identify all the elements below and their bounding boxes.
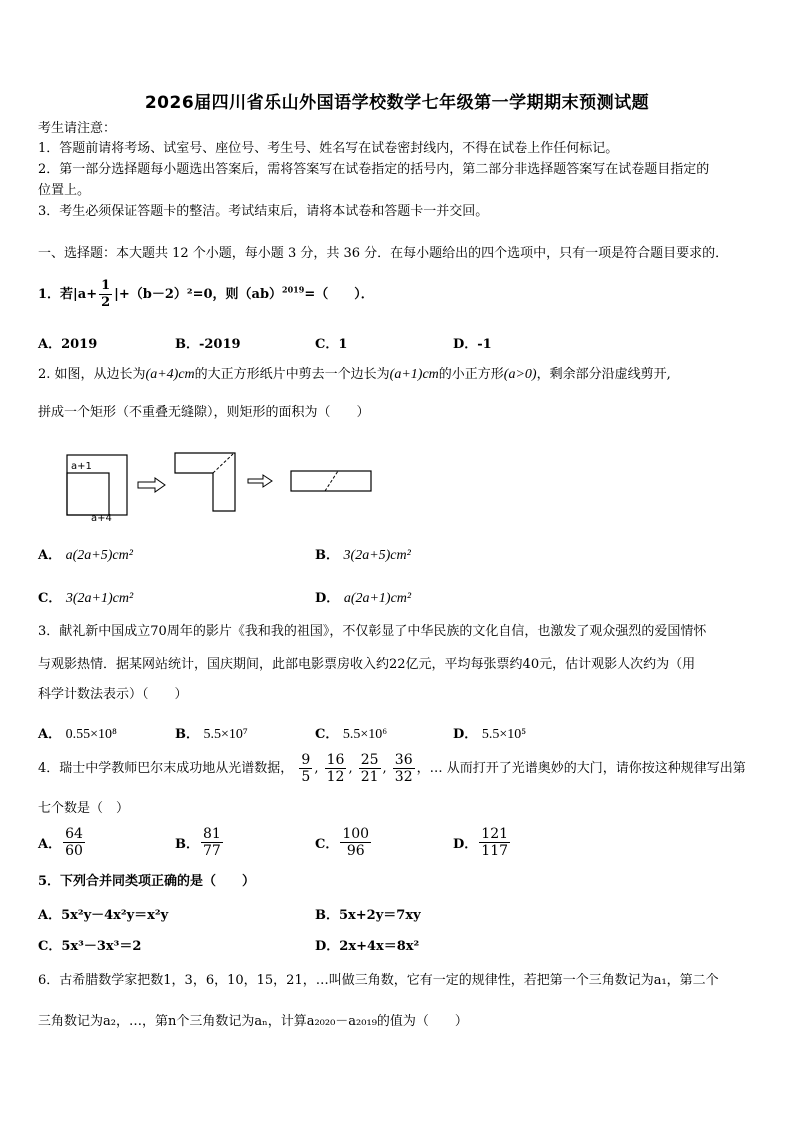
q1-option-d[interactable]: D．-1 xyxy=(453,337,492,352)
q2-figure xyxy=(55,445,385,525)
notice-item-1: 1．答题前请将考场、试室号、座位号、考生号、姓名写在试卷密封线内，不得在试卷上作任何标记。 xyxy=(38,141,619,156)
q1-fraction xyxy=(99,278,112,311)
section-heading: 一、选择题：本大题共 12 个小题，每小题 3 分，共 36 分．在每小题给出的四个选项中，只有一项是符合题目要求的． xyxy=(38,246,729,261)
q2-option-a[interactable]: A． a(2a+5)cm² xyxy=(38,548,133,563)
q1-sup: 2019 xyxy=(282,284,305,295)
page-title: 2026届四川省乐山外国语学校数学七年级第一学期期末预测试题 xyxy=(144,93,650,113)
q2-expr-condition: (a>0) xyxy=(503,367,537,382)
q3-option-d[interactable]: D． 5.5×10⁵ xyxy=(453,727,527,742)
q4-frac-4: $\frac{36}{32}$ xyxy=(394,752,413,785)
question-1 xyxy=(38,278,374,311)
q4-option-a[interactable]: A． $\frac{64}{60}$ xyxy=(38,826,83,859)
q1-option-c[interactable]: C．1 xyxy=(315,337,348,352)
q3-option-c[interactable]: C． 5.5×10⁶ xyxy=(315,727,388,742)
notice-item-2-cont: 位置上。 xyxy=(38,183,91,198)
cut-line xyxy=(213,454,233,473)
q4-frac-2: $\frac{16}{12}$ xyxy=(326,752,345,785)
q4-pre: 4．瑞士中学教师巴尔末成功地从光谱数据， xyxy=(38,761,294,776)
arrow-icon xyxy=(138,478,165,492)
rect-cut-line xyxy=(325,471,338,491)
q2-option-b[interactable]: B． 3(2a+5)cm² xyxy=(315,548,411,563)
notice-heading: 考生请注意： xyxy=(38,121,117,136)
q1-option-a[interactable]: A．2019 xyxy=(38,337,98,352)
question-4-line-2: 七个数是（ ） xyxy=(38,801,130,816)
q2-option-c[interactable]: C． 3(2a+1)cm² xyxy=(38,591,134,606)
question-5: 5．下列合并同类项正确的是（ ） xyxy=(38,874,256,889)
q4-option-b[interactable]: B． $\frac{81}{77}$ xyxy=(175,826,221,859)
q5-option-c[interactable]: C．5x³－3x³＝2 xyxy=(38,939,142,954)
l-shape xyxy=(175,453,235,511)
q2-text-a: 2. 如图，从边长为 xyxy=(38,367,146,382)
question-2-line-1 xyxy=(38,366,671,384)
question-4-line-1: 4．瑞士中学教师巴尔末成功地从光谱数据， $\frac{9}{5}$ , $\frac{16}{12}$ , $\frac{25}{21}$ , $\frac{36}{32}$ ，… 从而打开了光谱奥妙的大门，请你按这种规律写出第 xyxy=(38,752,746,785)
question-6-line-2: 三角数记为a₂，…，第n个三角数记为aₙ，计算a₂₀₂₀－a₂₀₁₉的值为（ ） xyxy=(38,1014,468,1029)
arrow-icon-2 xyxy=(248,475,272,487)
label-a-plus-1: a+1 xyxy=(71,461,92,472)
q4-post: ，… 从而打开了光谱奥妙的大门，请你按这种规律写出第 xyxy=(416,761,746,776)
q2-text-d: ，剩余部分沿虚线剪开, xyxy=(536,367,671,382)
q2-expr-big-side: (a+4)cm xyxy=(145,367,195,382)
q4-option-d[interactable]: D． $\frac{121}{117}$ xyxy=(453,826,509,859)
q1-post: |+（b－2）²=0，则（ab） xyxy=(114,287,283,302)
q2-option-d[interactable]: D． a(2a+1)cm² xyxy=(315,591,412,606)
q4-frac-3: $\frac{25}{21}$ xyxy=(360,752,379,785)
q5-option-b[interactable]: B．5x+2y＝7xy xyxy=(315,908,421,923)
label-a-plus-4: a+4 xyxy=(91,513,112,524)
q1-pre: 1．若|a+ xyxy=(38,287,98,302)
q3-option-a[interactable]: A． 0.55×10⁸ xyxy=(38,727,117,742)
q4-option-c[interactable]: C． $\frac{100}{96}$ xyxy=(315,826,370,859)
q1-frac-num: 1 xyxy=(101,278,111,293)
question-3-line-1: 3．献礼新中国成立70周年的影片《我和我的祖国》，不仅彰显了中华民族的文化自信，也激发了观众强烈的爱国情怀 xyxy=(38,624,707,639)
q5-option-a[interactable]: A．5x²y－4x²y＝x²y xyxy=(38,908,169,923)
question-3-line-3: 科学计数法表示）（ ） xyxy=(38,687,188,702)
q2-expr-small-side: (a+1)cm xyxy=(389,367,439,382)
question-3-line-2: 与观影热情．据某网站统计，国庆期间，此部电影票房收入约22亿元，平均每张票约40元，估计观影人次约为（用 xyxy=(38,657,696,672)
small-square xyxy=(67,473,109,515)
q4-frac-1: $\frac{9}{5}$ xyxy=(301,752,311,785)
q5-option-d[interactable]: D．2x+4x＝8x² xyxy=(315,939,420,954)
notice-item-3: 3．考生必须保证答题卡的整洁。考试结束后，请将本试卷和答题卡一并交回。 xyxy=(38,204,489,219)
q2-text-b: 的大正方形纸片中剪去一个边长为 xyxy=(194,367,390,382)
notice-item-2: 2．第一部分选择题每小题选出答案后，需将答案写在试卷指定的括号内，第二部分非选择题答案写在试卷题目指定的 xyxy=(38,162,710,177)
question-6-line-1: 6．古希腊数学家把数1，3，6，10，15，21，…叫做三角数，它有一定的规律性，若把第一个三角数记为a₁，第二个 xyxy=(38,973,719,988)
q3-option-b[interactable]: B． 5.5×10⁷ xyxy=(175,727,248,742)
question-2-line-2: 拼成一个矩形（不重叠无缝隙），则矩形的面积为（ ） xyxy=(38,405,370,420)
q2-text-c: 的小正方形 xyxy=(438,367,504,382)
q1-option-b[interactable]: B．-2019 xyxy=(175,337,241,352)
q1-tail: =（ ）． xyxy=(304,287,374,302)
q1-frac-den: 2 xyxy=(101,295,111,310)
